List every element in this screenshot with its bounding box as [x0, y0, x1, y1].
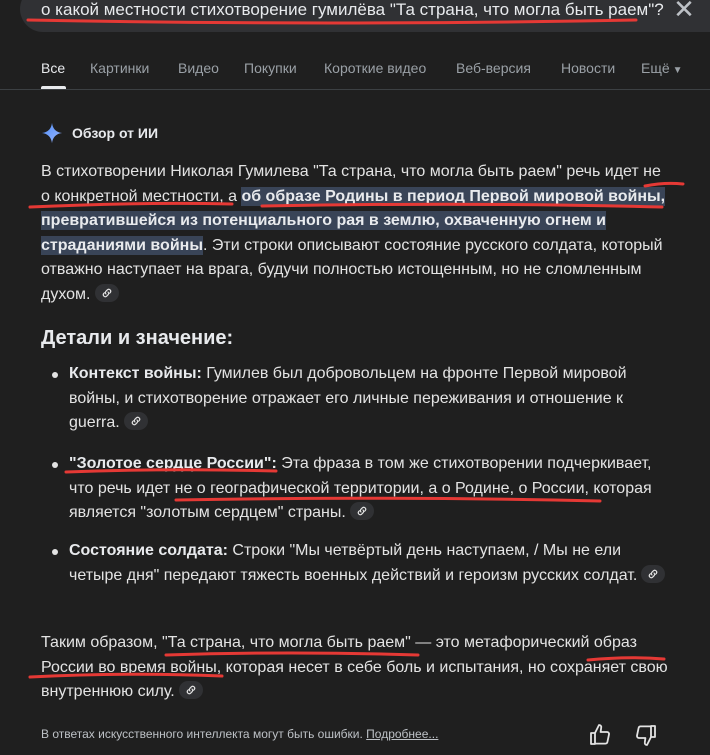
list-item-title: Состояние солдата:: [69, 542, 228, 559]
search-tabs: [0, 58, 710, 90]
bullet-dot: [52, 462, 58, 468]
thumbs-down-icon[interactable]: [634, 723, 658, 747]
tab-news[interactable]: Новости: [561, 60, 616, 76]
source-link-icon[interactable]: [641, 565, 665, 583]
ai-overview-conclusion: [41, 631, 671, 705]
ai-disclaimer: [41, 727, 438, 741]
tab-videos[interactable]: Видео: [178, 60, 219, 76]
tab-more[interactable]: [641, 60, 683, 76]
bullet-dot: [52, 549, 58, 555]
chevron-down-icon: ▼: [672, 65, 683, 76]
bullet-dot: [52, 372, 58, 378]
intro-text: В стихотворении Николая Гумилева "Та страна, что могла быть раем" речь идет не о конкретной местности, а: [41, 163, 661, 205]
ai-overview-intro: [41, 160, 671, 307]
list-item-text: Эта фраза в том же стихотворении подчеркивает, что речь идет не о географической территории, а о Родине, о России, которая является "золотым сердцем" страны.: [69, 455, 652, 521]
source-link-icon[interactable]: [350, 502, 374, 520]
intro-highlight[interactable]: об образе Родины в период Первой мировой войны, превратившейся из потенциального рая в землю, охваченную огнем и страданиями войны: [41, 187, 666, 254]
tab-shopping[interactable]: Покупки: [244, 60, 297, 76]
tab-more-label: Ещё: [641, 60, 670, 76]
source-link-icon[interactable]: [179, 681, 203, 699]
conclusion-text: Таким образом, "Та страна, что могла быть раем" — это метафорический образ России во время войны, которая несет в себе боль и испытания, но сохраняет свою внутреннюю силу.: [41, 634, 668, 700]
list-item-title: Контекст войны:: [69, 365, 202, 382]
tab-short-videos[interactable]: Короткие видео: [324, 60, 427, 76]
list-item: [69, 362, 674, 436]
divider: [0, 89, 710, 90]
list-item: [69, 539, 674, 588]
list-item-text: Гумилев был добровольцем на фронте Первой мировой войны, и стихотворение отражает его личные переживания и отношение к guerra.: [69, 365, 627, 431]
source-link-icon[interactable]: [95, 284, 119, 302]
close-icon[interactable]: ✕: [673, 0, 695, 24]
tab-web[interactable]: Веб-версия: [456, 60, 531, 76]
intro-text-end: . Эти строки описывают состояние русского солдата, который отважно наступает на врага, будучи полностью истощенным, но не сломленным духом.: [41, 236, 663, 303]
gemini-sparkle-icon: [41, 122, 63, 144]
list-item-text: Строки "Мы четвёртый день наступаем, / Мы не ели четыре дня" передают тяжесть военных действий и героизм русских солдат.: [69, 542, 638, 584]
list-item: [69, 452, 674, 526]
details-heading: Детали и значение:: [41, 327, 234, 349]
tab-images[interactable]: Картинки: [90, 60, 150, 76]
tab-all[interactable]: Все: [41, 60, 66, 76]
disclaimer-text: В ответах искусственного интеллекта могут быть ошибки.: [41, 727, 363, 741]
list-item-title: "Золотое сердце России":: [69, 455, 277, 472]
search-input[interactable]: о какой местности стихотворение гумилёва "Та страна, что могла быть раем"?: [41, 0, 664, 19]
learn-more-link[interactable]: Подробнее...: [366, 727, 439, 741]
thumbs-up-icon[interactable]: [588, 723, 612, 747]
source-link-icon[interactable]: [124, 412, 148, 430]
ai-overview-title: Обзор от ИИ: [72, 125, 159, 141]
